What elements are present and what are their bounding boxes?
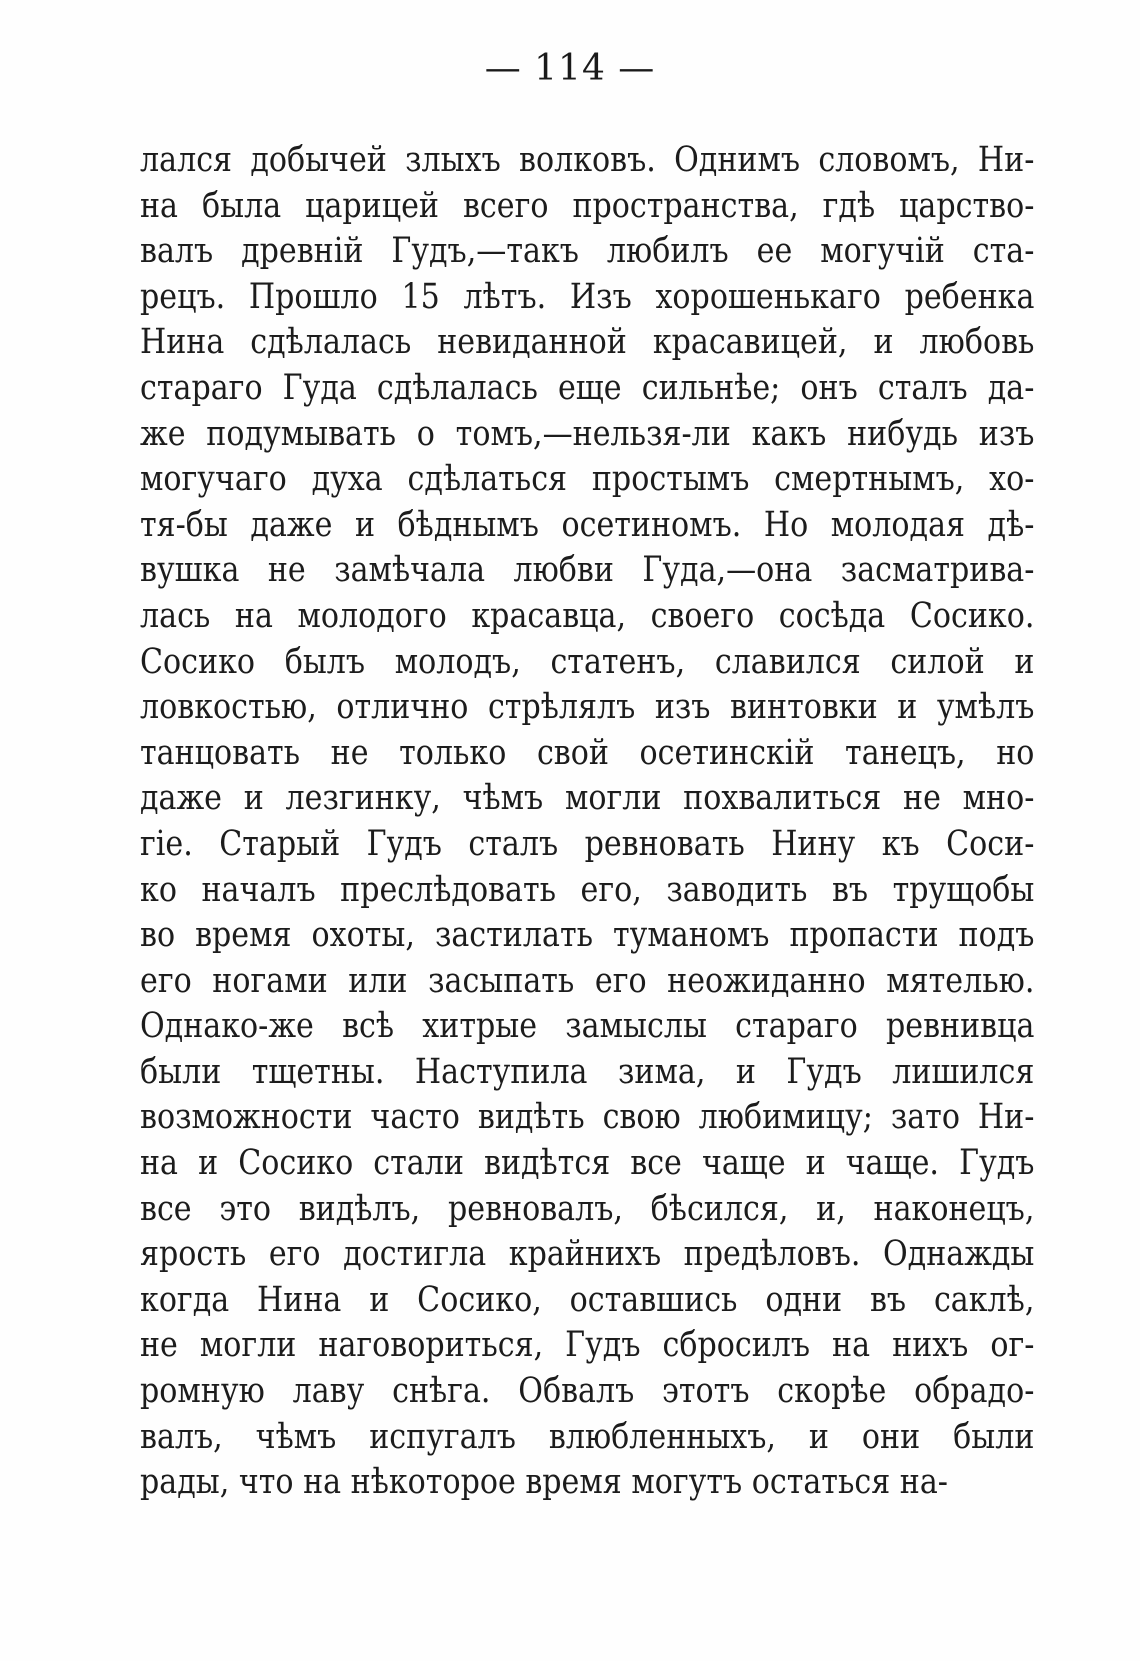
text-line: не могли наговориться, Гудъ сбросилъ на нихъ ог- [140,1325,1035,1366]
text-line: возможности часто видѣть свою любимицу; зато Ни- [140,1097,1035,1138]
text-line: ромную лаву снѣга. Обвалъ этотъ скорѣе обрадо- [140,1371,1035,1412]
page-number: — 114 — [484,48,656,89]
text-line: валъ древній Гудъ,—такъ любилъ ее могучій ста- [140,231,1035,272]
text-line: лась на молодого красавца, своего сосѣда Сосико. [140,595,1035,636]
text-line: его ногами или засыпать его неожиданно мятелью. [140,960,1035,1001]
text-line: валъ, чѣмъ испугалъ влюбленныхъ, и они были [140,1416,1035,1457]
text-line: все это видѣлъ, ревновалъ, бѣсился, и, наконецъ, [140,1188,1035,1229]
text-line: могучаго духа сдѣлаться простымъ смертнымъ, хо- [140,459,1035,500]
text-line: на была царицей всего пространства, гдѣ царство- [140,185,1035,226]
text-line: же подумывать о томъ,—нельзя-ли какъ нибудь изъ [140,413,1035,454]
text-line: тя-бы даже и бѣднымъ осетиномъ. Но молодая дѣ- [140,504,1035,545]
text-line: Сосико былъ молодъ, статенъ, славился силой и [140,641,1035,682]
text-line: ловкостью, отлично стрѣлялъ изъ винтовки и умѣлъ [140,687,1035,728]
text-line: рады, что на нѣкоторое время могутъ остаться на- [140,1462,948,1503]
text-line: стараго Гуда сдѣлалась еще сильнѣе; онъ сталъ да- [140,367,1035,408]
text-line: во время охоты, застилать туманомъ пропасти подъ [140,915,1035,956]
text-line: лался добычей злыхъ волковъ. Однимъ словомъ, Ни- [140,140,1035,180]
text-line: на и Сосико стали видѣтся все чаще и чаще. Гудъ [140,1143,1035,1184]
text-line: когда Нина и Сосико, оставшись одни въ саклѣ, [140,1279,1035,1320]
body-text [140,138,1035,1506]
text-line: танцовать не только свой осетинскій танецъ, но [140,732,1035,773]
text-line: гіе. Старый Гудъ сталъ ревновать Нину къ Соси- [140,823,1035,864]
text-line: даже и лезгинку, чѣмъ могли похвалиться не мно- [140,778,1035,819]
text-line: были тщетны. Наступила зима, и Гудъ лишился [140,1051,1035,1092]
text-line: Нина сдѣлалась невиданной красавицей, и любовь [140,322,1035,363]
text-line: ко началъ преслѣдовать его, заводить въ трущобы [140,869,1035,910]
text-line: вушка не замѣчала любви Гуда,—она засматрива- [140,550,1035,591]
text-line: Однако-же всѣ хитрые замыслы стараго ревнивца [140,1006,1035,1047]
text-line: рецъ. Прошло 15 лѣтъ. Изъ хорошенькаго ребенка [140,276,1035,317]
text-line: ярость его достигла крайнихъ предѣловъ. Однажды [140,1234,1035,1275]
